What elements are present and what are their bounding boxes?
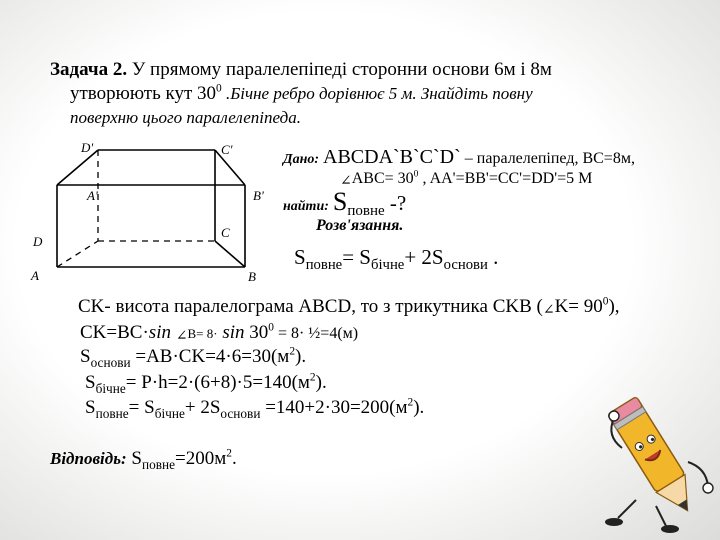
vertex-A1: A' <box>87 188 98 203</box>
problem-line-1: Задача 2. У прямому паралелепіпеді сторонни основи 6м і 8м <box>50 59 552 80</box>
problem-line-2: утворюють кут $30^0$ .Бічне ребро дорівнює 5 м. Знайдіть повну <box>70 82 533 104</box>
given-label: Дано: <box>283 152 319 167</box>
pencil-mascot-icon <box>596 388 718 536</box>
solution-line-s-bichne: $S_{бічне}= P\cdot h=2\cdot(6+8)\cdot 5=140(м^2)$. <box>85 371 327 396</box>
answer-label: Відповідь: <box>50 449 127 468</box>
vertex-B: B <box>248 269 256 284</box>
answer-line: Відповідь: $S_{повне}=200м^2$. <box>50 447 237 472</box>
find-label: найти: <box>283 199 329 214</box>
main-formula: $S_{повне}= S_{бічне}+ 2S_{основи}$ . <box>294 245 499 274</box>
vertex-A: A <box>31 268 39 283</box>
edge-A1-D1 <box>57 150 98 185</box>
given-rest: – паралелепіпед, BC=8м, <box>460 150 635 167</box>
vertex-C1: C' <box>221 142 233 157</box>
problem-title: Задача 2. <box>50 59 128 80</box>
solution-line-ck2: CK=BC·sin ∠B= $8\cdot \sin 30^0 = 8\cdot$ ½=4(м) <box>80 321 359 344</box>
find-line: найти: $S_{повне}$ -? <box>283 187 407 220</box>
parallelepiped-figure <box>25 140 295 285</box>
vertex-D1: D' <box>81 140 94 155</box>
given-line-1 <box>283 146 635 169</box>
given-line-2: ∠ABC= $30^0$ , AA'=BB'=CC'=DD'=5 М <box>340 168 593 189</box>
angle-icon: ∠ <box>340 174 352 189</box>
given-main: ABCDA`B`C`D` <box>323 146 461 168</box>
hidden-edge-A-D <box>57 241 98 267</box>
vertex-B1: B' <box>253 188 264 203</box>
problem-statement <box>50 58 650 130</box>
solution-line-s-povne: $S_{повне}= S_{бічне}+ 2S_{основи} =140+2\cdot 30=200(м^2)$. <box>85 396 425 421</box>
vertex-D: D <box>33 234 43 249</box>
solution-line-s-osnovy: $S_{основи} =AB\cdot CK=4\cdot 6=30(м^2)$. <box>80 345 307 370</box>
solution-line-ck: CK- висота паралелограма ABCD, то з трикутника CKB (∠K= $90^0$), <box>78 295 620 318</box>
angle-icon: ∠ <box>542 303 555 318</box>
vertex-C: C <box>221 225 230 240</box>
problem-line-3: поверхню цього паралелепіпеда. <box>70 108 301 127</box>
angle-icon: ∠ <box>175 329 188 344</box>
solution-heading: Розв'язання. <box>316 217 404 234</box>
edge-B-C <box>215 241 245 267</box>
